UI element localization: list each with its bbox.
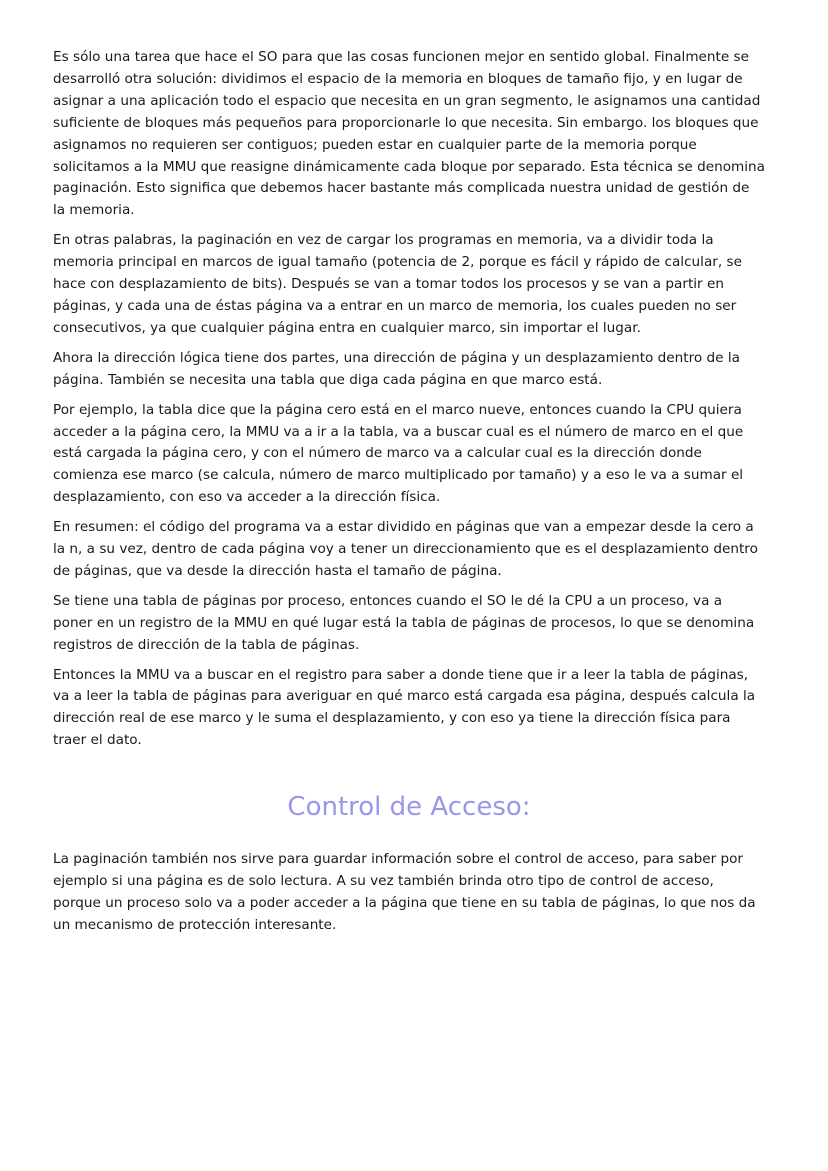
paragraph-summary: En resumen: el código del programa va a estar dividido en páginas que van a empezar desde la cero a la n, a su vez, dentro de cada página voy a tener un direccionamiento que es el desplazamiento dentro de páginas, que va desde la dirección hasta el tamaño de página. xyxy=(53,519,758,579)
paragraph-mmu-lookup: Entonces la MMU va a buscar en el registro para saber a donde tiene que ir a leer la tabla de páginas, va a leer la tabla de páginas para averiguar en qué marco está cargada esa página, después calcula la dirección real de ese marco y le suma el desplazamiento, y con eso ya tiene la dirección física para traer el dato. xyxy=(53,666,756,749)
paragraph-page-table-register: Se tiene una tabla de páginas por proceso, entonces cuando el SO le dé la CPU a un proceso, va a poner en un registro de la MMU en qué lugar está la tabla de páginas de procesos, lo que se denomina registros de dirección de la tabla de páginas. xyxy=(53,592,755,653)
section-heading-access-control: Control de Acceso: xyxy=(287,792,531,823)
document-page xyxy=(53,47,765,945)
paragraph-paging-frames: En otras palabras, la paginación en vez de cargar los programas en memoria, va a dividir toda la memoria principal en marcos de igual tamaño (potencia de 2, porque es fácil y rápido de calcular, se hace con desplazamiento de bits). Después se van a tomar todos los procesos y se van a partir en páginas, y cada una de éstas página va a entrar en un marco de memoria, los cuales pueden no ser consecutivos, ya que cualquier página entra en cualquier marco, sin importar el lugar. xyxy=(53,232,742,336)
paragraph-example: Por ejemplo, la tabla dice que la página cero está en el marco nueve, entonces cuando la CPU quiera acceder a la página cero, la MMU va a ir a la tabla, va a buscar cual es el número de marco en el que está cargada la página cero, y con el número de marco va a calcular cual es la dirección donde comienza ese marco (se calcula, número de marco multiplicado por tamaño) y a eso le va a sumar el desplazamiento, con eso va acceder a la dirección física. xyxy=(53,401,744,506)
paragraph-access-control: La paginación también nos sirve para guardar información sobre el control de acceso, para saber por ejemplo si una página es de solo lectura. A su vez también brinda otro tipo de control de acceso, porque un proceso solo va a poder acceder a la página que tiene en su tabla de páginas, lo que nos da un mecanismo de protección interesante. xyxy=(53,851,756,933)
paragraph-logical-address: Ahora la dirección lógica tiene dos partes, una dirección de página y un desplazamiento dentro de la página. También se necesita una tabla que diga cada página en que marco está. xyxy=(53,349,740,388)
paragraph-paging-intro: Es sólo una tarea que hace el SO para que las cosas funcionen mejor en sentido global. Finalmente se desarrolló otra solución: dividimos el espacio de la memoria en bloques de tamaño fijo, y en lugar de asignar a una aplicación todo el espacio que necesita en un gran segmento, le asignamos una cantidad suficiente de bloques más pequeños para proporcionarle lo que necesita. Sin embargo. los bloques que asignamos no requieren ser contiguos; pueden estar en cualquier parte de la memoria porque solicitamos a la MMU que reasigne dinámicamente cada bloque por separado. Esta técnica se denomina paginación. Esto significa que debemos hacer bastante más complicada nuestra unidad de gestión de la memoria. xyxy=(53,49,765,219)
